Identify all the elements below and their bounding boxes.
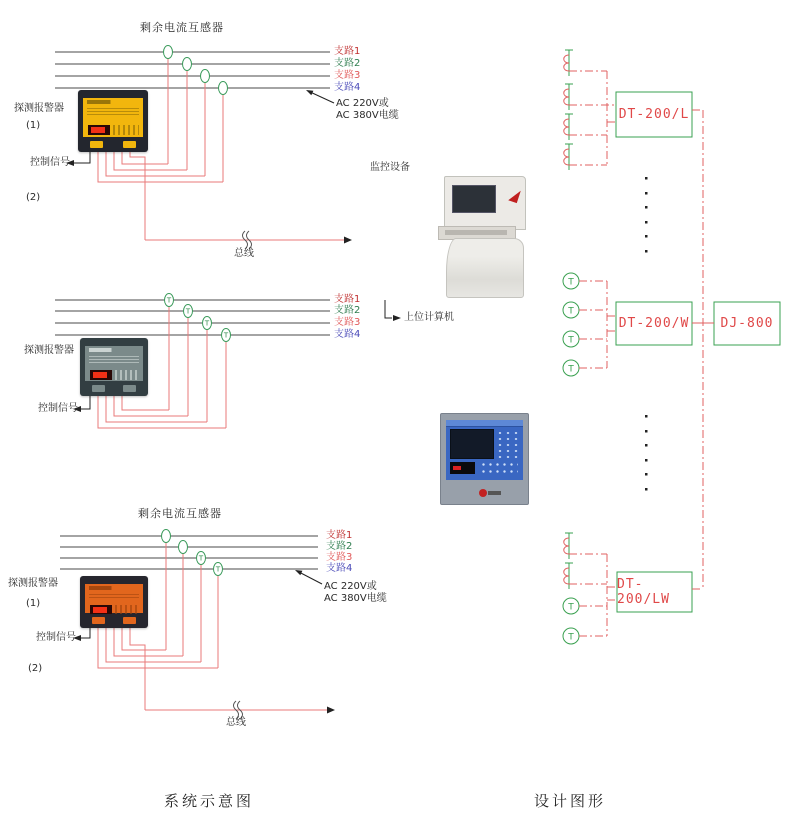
- device-face: [83, 98, 143, 137]
- ct-ellipse-letters: [166, 297, 229, 574]
- kiosk-logo-icon: [508, 188, 521, 203]
- svg-text:T: T: [568, 335, 574, 346]
- bus-break-symbols: [234, 231, 252, 719]
- device-label-strip: [89, 348, 139, 352]
- design-green-symbols: [563, 50, 780, 644]
- branch-label: 支路4: [334, 82, 361, 93]
- kiosk-body: [446, 238, 524, 298]
- device-display: [88, 125, 110, 135]
- left-diagram-title: 系统示意图: [164, 792, 255, 810]
- device-face: [85, 346, 143, 381]
- cable-note-line2: AC 380V电缆: [324, 593, 387, 604]
- device-buttons: [90, 141, 136, 149]
- detector-label-2: 探测报警器: [24, 345, 74, 356]
- transformer-label-3: 剩余电流互感器: [138, 507, 222, 520]
- monitor-equipment-label: 监控设备: [370, 162, 410, 173]
- device-label-strip: [89, 586, 139, 590]
- right-diagram-title: 设计图形: [534, 792, 607, 810]
- transformer-label-1: 剩余电流互感器: [140, 21, 224, 34]
- svg-text:T: T: [166, 296, 172, 305]
- controller-face: [446, 420, 523, 480]
- svg-text:T: T: [204, 319, 210, 328]
- controller-screen: [450, 429, 494, 459]
- module-dt200lw: DT-200/LW: [617, 577, 670, 607]
- detector-label-3: 探测报警器: [8, 578, 58, 589]
- monitor-kiosk: [438, 174, 528, 298]
- controller-display-strip: [450, 462, 475, 474]
- detector-device-gray: [80, 338, 148, 396]
- svg-text:T: T: [215, 565, 221, 574]
- device-buttons: [92, 385, 136, 393]
- branch-label: 支路3: [326, 552, 353, 563]
- branch-label: 支路3: [334, 317, 361, 328]
- svg-text:T: T: [198, 554, 204, 563]
- note-1: (1): [26, 120, 41, 131]
- branch-label: 支路3: [334, 70, 361, 81]
- cable-note-line2: AC 380V电缆: [336, 110, 399, 121]
- control-signal-label-3: 控制信号: [36, 632, 76, 643]
- detector-device-yellow: [78, 90, 148, 152]
- control-signal-label-2: 控制信号: [38, 403, 78, 414]
- detector-device-orange: [80, 576, 148, 628]
- device-indicator-grid: [113, 125, 139, 135]
- device-indicator-rows: [89, 354, 139, 365]
- device-indicator-grid: [115, 605, 139, 614]
- device-indicator-rows: [87, 106, 139, 117]
- device-display: [90, 605, 112, 614]
- svg-text:T: T: [568, 306, 574, 317]
- note-2: (2): [28, 663, 43, 674]
- design-red-coils: [564, 55, 569, 584]
- device-face: [85, 584, 143, 613]
- svg-text:T: T: [568, 632, 574, 643]
- device-indicator-grid: [115, 370, 139, 380]
- kiosk-head: [444, 176, 526, 230]
- svg-text:T: T: [223, 331, 229, 340]
- branch-label: 支路4: [326, 563, 353, 574]
- detector-label-1: 探测报警器: [14, 103, 64, 114]
- kiosk-screen: [452, 185, 496, 213]
- branch-label: 支路1: [334, 294, 361, 305]
- cable-note-line1: AC 220V或: [324, 581, 377, 592]
- control-signal-label-1: 控制信号: [30, 157, 70, 168]
- branch-label: 支路1: [334, 46, 361, 57]
- bus-label-3: 总线: [226, 717, 246, 728]
- host-computer-label: 上位计算机: [404, 312, 454, 323]
- branch-label: 支路2: [334, 58, 361, 69]
- module-dt200w: DT-200/W: [618, 316, 690, 331]
- controller-title-band: [446, 420, 523, 427]
- svg-text:T: T: [568, 277, 574, 288]
- device-buttons: [92, 617, 136, 625]
- svg-text:T: T: [568, 602, 574, 613]
- branch-label: 支路4: [334, 329, 361, 340]
- branch-label: 支路2: [326, 541, 353, 552]
- module-dt200l: DT-200/L: [618, 107, 690, 122]
- branch-label: 支路1: [326, 530, 353, 541]
- controller-keypad: [480, 461, 518, 476]
- controller-device: [440, 413, 529, 505]
- note-2: (2): [26, 192, 41, 203]
- kiosk-keyboard: [445, 230, 507, 235]
- device-indicator-rows: [89, 592, 139, 600]
- design-dashdot-wiring: [569, 71, 703, 636]
- controller-logo-icon: [479, 489, 487, 497]
- note-1: (1): [26, 598, 41, 609]
- bus-label-1: 总线: [234, 248, 254, 259]
- cable-note-line1: AC 220V或: [336, 98, 389, 109]
- module-dj800: DJ-800: [720, 316, 774, 331]
- svg-text:T: T: [185, 307, 191, 316]
- svg-text:T: T: [568, 364, 574, 375]
- controller-button-column: [496, 430, 520, 458]
- branch-label: 支路2: [334, 305, 361, 316]
- device-label-strip: [87, 100, 139, 104]
- device-display: [90, 370, 112, 380]
